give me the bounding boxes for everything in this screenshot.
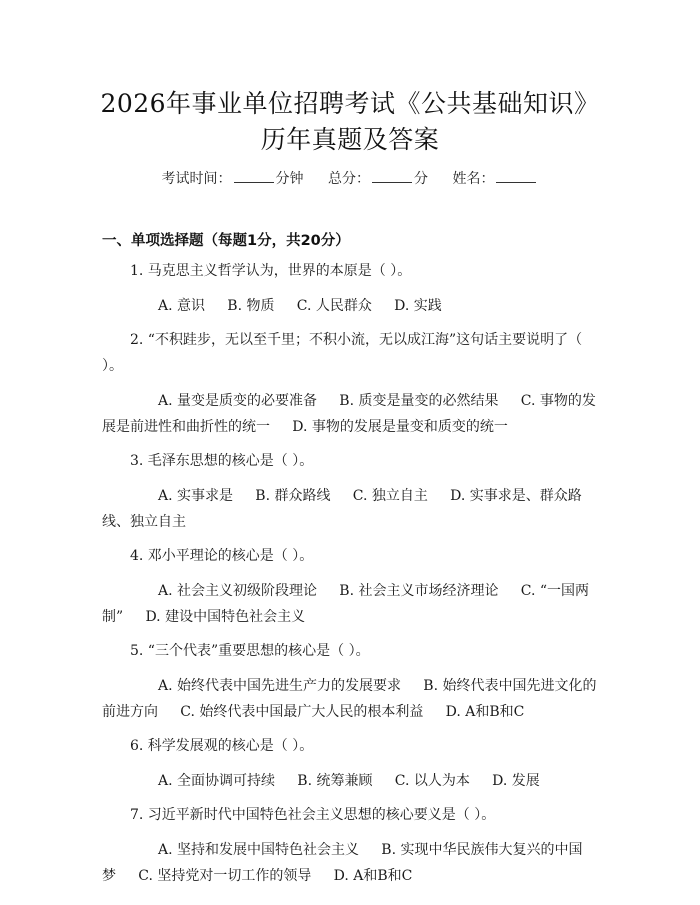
- option-b: B. 质变是量变的必然结果: [339, 393, 499, 409]
- option-d: D. 实践: [394, 298, 442, 314]
- total-score-unit: 分: [414, 171, 428, 187]
- question-item: [102, 448, 602, 535]
- option-a: A. 意识: [158, 298, 206, 314]
- exam-title-line1: 2026年事业单位招聘考试《公共基础知识》: [100, 89, 600, 118]
- option-a: A. 坚持和发展中国特色社会主义: [158, 842, 360, 858]
- question-item: [102, 543, 602, 630]
- question-options: [102, 483, 602, 535]
- question-item: [102, 638, 602, 725]
- exam-time-label: 考试时间：: [161, 171, 232, 187]
- question-stem: 4. 邓小平理论的核心是（ ）。: [130, 548, 314, 564]
- option-a: A. 实事求是: [158, 488, 234, 504]
- option-c: C. 人民群众: [296, 298, 372, 314]
- question-list: [102, 258, 602, 897]
- option-d: D. 实事求是、群众路线、独立自主: [102, 488, 582, 530]
- question-options: [102, 673, 602, 725]
- option-a: A. 量变是质变的必要准备: [158, 393, 318, 409]
- option-c: C. 以人为本: [394, 773, 470, 789]
- question-options: [102, 837, 602, 889]
- question-item: [102, 327, 602, 440]
- exam-meta-row: [0, 168, 700, 188]
- total-score-blank: [372, 170, 412, 183]
- option-a: A. 全面协调可持续: [158, 773, 276, 789]
- option-d: D. 建设中国特色社会主义: [145, 609, 306, 625]
- option-b: B. 实现中华民族伟大复兴的中国梦: [102, 842, 583, 884]
- exam-time-field: [162, 171, 308, 187]
- option-c: C. 事物的发展是前进性和曲折性的统一: [102, 393, 596, 435]
- option-b: B. 始终代表中国先进文化的前进方向: [102, 678, 597, 720]
- option-d: D. 事物的发展是量变和质变的统一: [292, 419, 508, 435]
- option-c: C. 独立自主: [352, 488, 428, 504]
- section-heading: 一、单项选择题（每题1分，共20分）: [102, 233, 350, 249]
- question-stem: 2. “不积跬步，无以至千里；不积小流，无以成江海”这句话主要说明了（ ）。: [102, 332, 583, 374]
- exam-time-unit: 分钟: [275, 171, 304, 187]
- option-c: C. “一国两制”: [102, 583, 590, 625]
- question-item: [102, 258, 602, 319]
- question-options: [102, 293, 602, 319]
- option-a: A. 始终代表中国先进生产力的发展要求: [158, 678, 402, 694]
- name-label: 姓名：: [452, 171, 495, 187]
- total-score-field: [328, 171, 432, 187]
- option-b: B. 物质: [227, 298, 275, 314]
- option-b: B. 群众路线: [255, 488, 331, 504]
- option-d: D. A和B和C: [445, 704, 525, 720]
- question-stem: 3. 毛泽东思想的核心是（ ）。: [130, 453, 314, 469]
- option-b: B. 统筹兼顾: [297, 773, 373, 789]
- question-item: [102, 802, 602, 889]
- question-item: [102, 733, 602, 794]
- exam-time-blank: [234, 170, 274, 183]
- option-d: D. 发展: [492, 773, 540, 789]
- exam-title-line2: 历年真题及答案: [260, 125, 440, 154]
- question-options: [102, 768, 602, 794]
- option-a: A. 社会主义初级阶段理论: [158, 583, 318, 599]
- question-options: [102, 388, 602, 440]
- question-stem: 7. 习近平新时代中国特色社会主义思想的核心要义是（ ）。: [130, 807, 496, 823]
- question-stem: 6. 科学发展观的核心是（ ）。: [130, 738, 314, 754]
- name-blank: [496, 170, 536, 183]
- option-c: C. 始终代表中国最广大人民的根本利益: [180, 704, 424, 720]
- option-d: D. A和B和C: [333, 868, 413, 884]
- option-c: C. 坚持党对一切工作的领导: [138, 868, 312, 884]
- question-options: [102, 578, 602, 630]
- option-b: B. 社会主义市场经济理论: [339, 583, 499, 599]
- question-stem: 5. “三个代表”重要思想的核心是（ ）。: [130, 643, 370, 659]
- name-field: [452, 171, 538, 187]
- question-stem: 1. 马克思主义哲学认为，世界的本原是（ ）。: [130, 263, 412, 279]
- total-score-label: 总分：: [328, 171, 370, 187]
